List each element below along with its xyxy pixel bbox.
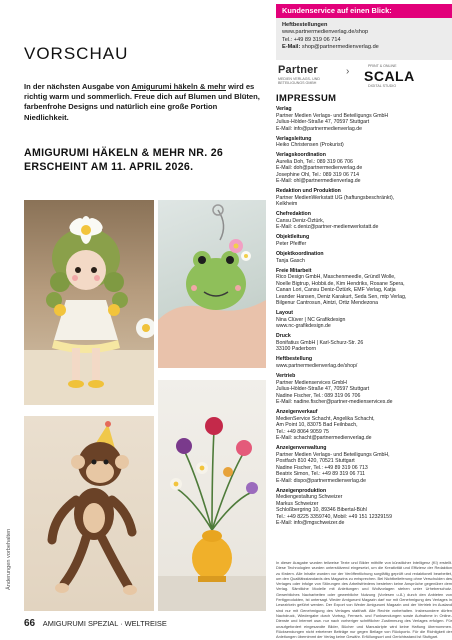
impressum-block	[276, 373, 452, 406]
scala-logo-top: PRINT & ONLINE	[368, 64, 397, 68]
chevron-right-icon: ›	[346, 66, 350, 77]
impressum-block-heading: Freie Mitarbeit	[276, 267, 312, 274]
impressum-block-heading: Objektleitung	[276, 234, 310, 241]
impressum-line: Canan Lori, Cansu Deniz-Öztürk, EMF Verlag, Katja	[276, 287, 396, 294]
impressum-line: Tel.: +49 8225 3359740, Mobil: +49 151 12329159	[276, 513, 392, 520]
impressum-line: E-Mail: schacht@partnermedienverlag.de	[276, 435, 372, 442]
impressum-line: Josephine Ohl, Tel.: 089 319 06 714	[276, 171, 359, 178]
impressum-line: E-Mail: nadine.fischer@partner-medienservices.de	[276, 399, 393, 406]
page-title: VORSCHAU	[24, 44, 129, 63]
impressum-line: Tanja Gasch	[276, 257, 305, 264]
impressum-column	[276, 0, 452, 640]
impressum-line: Postfach 810 420, 70521 Stuttgart	[276, 458, 355, 465]
impressum-title: IMPRESSUM	[276, 92, 337, 103]
impressum-block-heading: Vertrieb	[276, 373, 296, 380]
impressum-block-heading: Redaktion und Produktion	[276, 188, 341, 195]
impressum-line: Noelle Bigtrup, Hobbii.de, Kim Hendriks, Rosane Spera,	[276, 280, 405, 287]
impressum-line: Julius-Hölder-Straße 47, 70597 Stuttgart	[276, 386, 370, 393]
impressum-line: Aurelia Doh, Tel.: 089 319 06 706	[276, 158, 353, 165]
impressum-block	[276, 409, 452, 442]
impressum-block	[276, 136, 452, 149]
impressum-block-heading: Verlagsleitung	[276, 135, 312, 142]
impressum-line: Am Point 10, 83075 Bad Feilnbach,	[276, 422, 358, 429]
customer-service-box: Heftbestellungen www.partnermedienverlag.de/shop Tel.: +49 89 319 06 714 E-Mail: shop@partnermedienverlag.de	[276, 18, 452, 60]
impressum-block-heading: Heftbestellung	[276, 356, 313, 363]
scala-logo: SCALA	[364, 68, 415, 84]
impressum-line: Mediengestaltung Schweizer	[276, 494, 343, 501]
page-footer	[24, 618, 167, 629]
impressum-line: www.nc-grafikdesign.de	[276, 323, 331, 330]
doll-photo	[24, 200, 154, 405]
impressum-block	[276, 211, 452, 231]
impressum-line: E-Mail: info@partnermedienverlag.de	[276, 125, 363, 132]
impressum-line: MedienService Schacht, Angelika Schacht,	[276, 415, 375, 422]
impressum-block	[276, 234, 452, 247]
impressum-line: E-Mail: doh@partnermedienverlag.de	[276, 165, 363, 172]
impressum-line: Rico Design GmbH, Maschenmeedle, Gründl Wolle,	[276, 274, 396, 281]
impressum-line: Nina Clüver | NC Grafikdesign	[276, 316, 346, 323]
impressum-line: Leander Hansen, Deniz Karakurt, Seda Sen, mtp Verlag,	[276, 293, 407, 300]
impressum-block	[276, 106, 452, 132]
impressum-block-heading: Druck	[276, 333, 291, 340]
impressum-body	[276, 106, 452, 530]
impressum-line: Julius-Hölder-Straße 47, 70597 Stuttgart	[276, 119, 370, 125]
impressum-block-heading: Objektkoordination	[276, 251, 324, 258]
scala-logo-sub: DIGITAL STUDIO	[368, 84, 397, 88]
flowers-vase-photo	[158, 380, 266, 611]
impressum-line: Beatrix Simon, Tel.: +49 89 319 06 711	[276, 471, 366, 478]
impressum-line: E-Mail: dispo@partnermedienverlag.de	[276, 477, 367, 484]
impressum-block	[276, 488, 452, 527]
impressum-block	[276, 445, 452, 484]
impressum-block-heading: Anzeigenproduktion	[276, 487, 327, 494]
impressum-block-heading: Chefredaktion	[276, 211, 311, 218]
shop-email[interactable]: shop@partnermedienverlag.de	[301, 44, 379, 51]
impressum-line: Bonifatius GmbH | Karl-Schurz-Str. 26	[276, 339, 364, 346]
intro-text: In der nächsten Ausgabe von Amigurumi häkeln & mehr wird es richtig warm und sommerlich. Freue dich auf Blumen und Blüten, farbenfrohe Designs und natürlich eine große Portion Niedlichkeit.	[24, 82, 260, 122]
release-headline: AMIGURUMI HÄKELN & MEHR NR. 26 ERSCHEINT AM 11. APRIL 2026.	[24, 147, 224, 173]
impressum-line: Peter Pfeiffer	[276, 240, 307, 247]
impressum-block	[276, 152, 452, 185]
impressum-line: Tel.: +49 8064 9059 75	[276, 428, 329, 435]
impressum-line: E-Mail: ohl@partnermedienverlag.de	[276, 178, 361, 185]
impressum-block	[276, 251, 452, 264]
impressum-line: E-Mail: c.deniz@partner-medienwerkstatt.de	[276, 224, 379, 231]
impressum-line: Markus Schweizer	[276, 500, 319, 507]
shop-link[interactable]: www.partnermedienverlag.de/shop	[282, 29, 369, 36]
impressum-block	[276, 268, 452, 307]
impressum-block	[276, 356, 452, 369]
shop-phone: Tel.: +49 89 319 06 714	[282, 36, 341, 43]
magazine-title: AMIGURUMI SPEZIAL · WELTREISE	[42, 619, 167, 628]
impressum-block	[276, 188, 452, 208]
frog-keychain-photo	[158, 200, 266, 368]
impressum-line: Partner Medienservices GmbH	[276, 379, 347, 386]
impressum-line: Partner Medien Verlags- und Beteiligungs GmbH,	[276, 451, 390, 458]
impressum-line: Nadine Fischer, Tel.: +49 89 319 06 713	[276, 464, 368, 471]
impressum-line: Kelkheim	[276, 201, 298, 208]
legal-disclaimer: In dieser Ausgabe wurden teilweise Texte und Bilder mithilfe von künstlicher Intelligenz (KI) erstellt. Diese Technologien wurden unterstützend eingesetzt, um die Kreativität und Effizienz der Redaktion zu fördern. Alle Inhalte wurden vor der Veröffentlichung sorgfältig geprüft und redaktionell bearbeitet, um den Qualitätsstandards des Magazins zu entsprechen. Bei Nichtbelieferung ohne Verschulden des Verlages oder infolge von Störungen des Arbeitsfriedens bestehen keine Ansprüche gegenüber dem Verlag. Sämtliche Modelle mit Anleitungen und Wollvorlagen stehen unter Urheberschutz. Gewerbliches Nacharbeiten oder gewerbliche Nutzung (Vorlesen u.Ä.) durch den Anbieten von Fertigprodukten, ist untersagt. Weder Amigurumi Magazin darf nur mit Genehmigung des Verlages in Lesezirkeln geführt werden. Der Export von Weder Amigurumi Magazin und der Vertrieb im Ausland sind nur mit Genehmigung des Verlages statthaft. Alle Rechte vorbehalten. Insbesondere dürfen Nachdruck, Wiedergabe durch Vortrag, Fernseh- und Funksendungen sowie Aufnahme in Online-Dienste und Internet usw. nur nach vorheriger schriftlicher Zustimmung des Verlages erfolgen. Für unaufgefordert eingesandte Bilder, Bücher und Manuskripte wird keine Haftung übernommen. Rücksendungen nicht erbetener Beiträge nur gegen Beilage von Rückporto. Für die Richtigkeit der Anleitungen übernimmt der Verlag keine Gewähr. Erfüllungsort und Gerichtsstand ist Stuttgart.	[276, 560, 452, 640]
impressum-line: E-Mail: info@mgschweizer.de	[276, 520, 345, 527]
publisher-logos	[276, 64, 452, 90]
partner-logo: Partner	[278, 64, 318, 76]
impressum-block-heading: Layout	[276, 310, 294, 317]
impressum-block	[276, 333, 452, 353]
customer-service-heading: Kundenservice auf einen Blick:	[276, 4, 452, 18]
impressum-line: Partner Medien Verlags- und Beteiligungs GmbH	[276, 112, 389, 119]
impressum-line: www.partnermedienverlag.de/shop/	[276, 362, 358, 369]
impressum-block	[276, 310, 452, 330]
partner-logo-sub: MEDIEN VERLAGS- UND BETEILIGUNGS GMBH	[278, 77, 320, 86]
impressum-block-heading: Anzeigenverwaltung	[276, 445, 327, 452]
impressum-line: Heiko Christensen (Prokurist)	[276, 142, 344, 149]
impressum-block-heading: Verlagskoordination	[276, 152, 326, 159]
impressum-line: Schloßbergring 10, 89346 Bibertal-Bühl	[276, 507, 367, 514]
impressum-line: Partner MedienWerkstatt UG (haftungsbeschränkt),	[276, 194, 395, 201]
impressum-line: Bilgenur Cantrosun, Aintzi, Ortiz Mendezona	[276, 300, 379, 307]
impressum-line: 33100 Paderborn	[276, 346, 317, 353]
impressum-line: Nadine Fischer, Tel.: 089 319 06 706	[276, 392, 361, 399]
magazine-name: Amigurumi häkeln & mehr	[131, 82, 226, 91]
impressum-block-heading: Anzeigenverkauf	[276, 409, 318, 416]
impressum-line: Cansu Deniz-Öztürk,	[276, 217, 325, 224]
disclaimer-vertical: Änderungen vorbehalten	[6, 528, 12, 590]
page-number: 66	[24, 618, 36, 629]
monkey-photo	[24, 416, 154, 611]
impressum-block-heading: Verlag	[276, 106, 292, 112]
